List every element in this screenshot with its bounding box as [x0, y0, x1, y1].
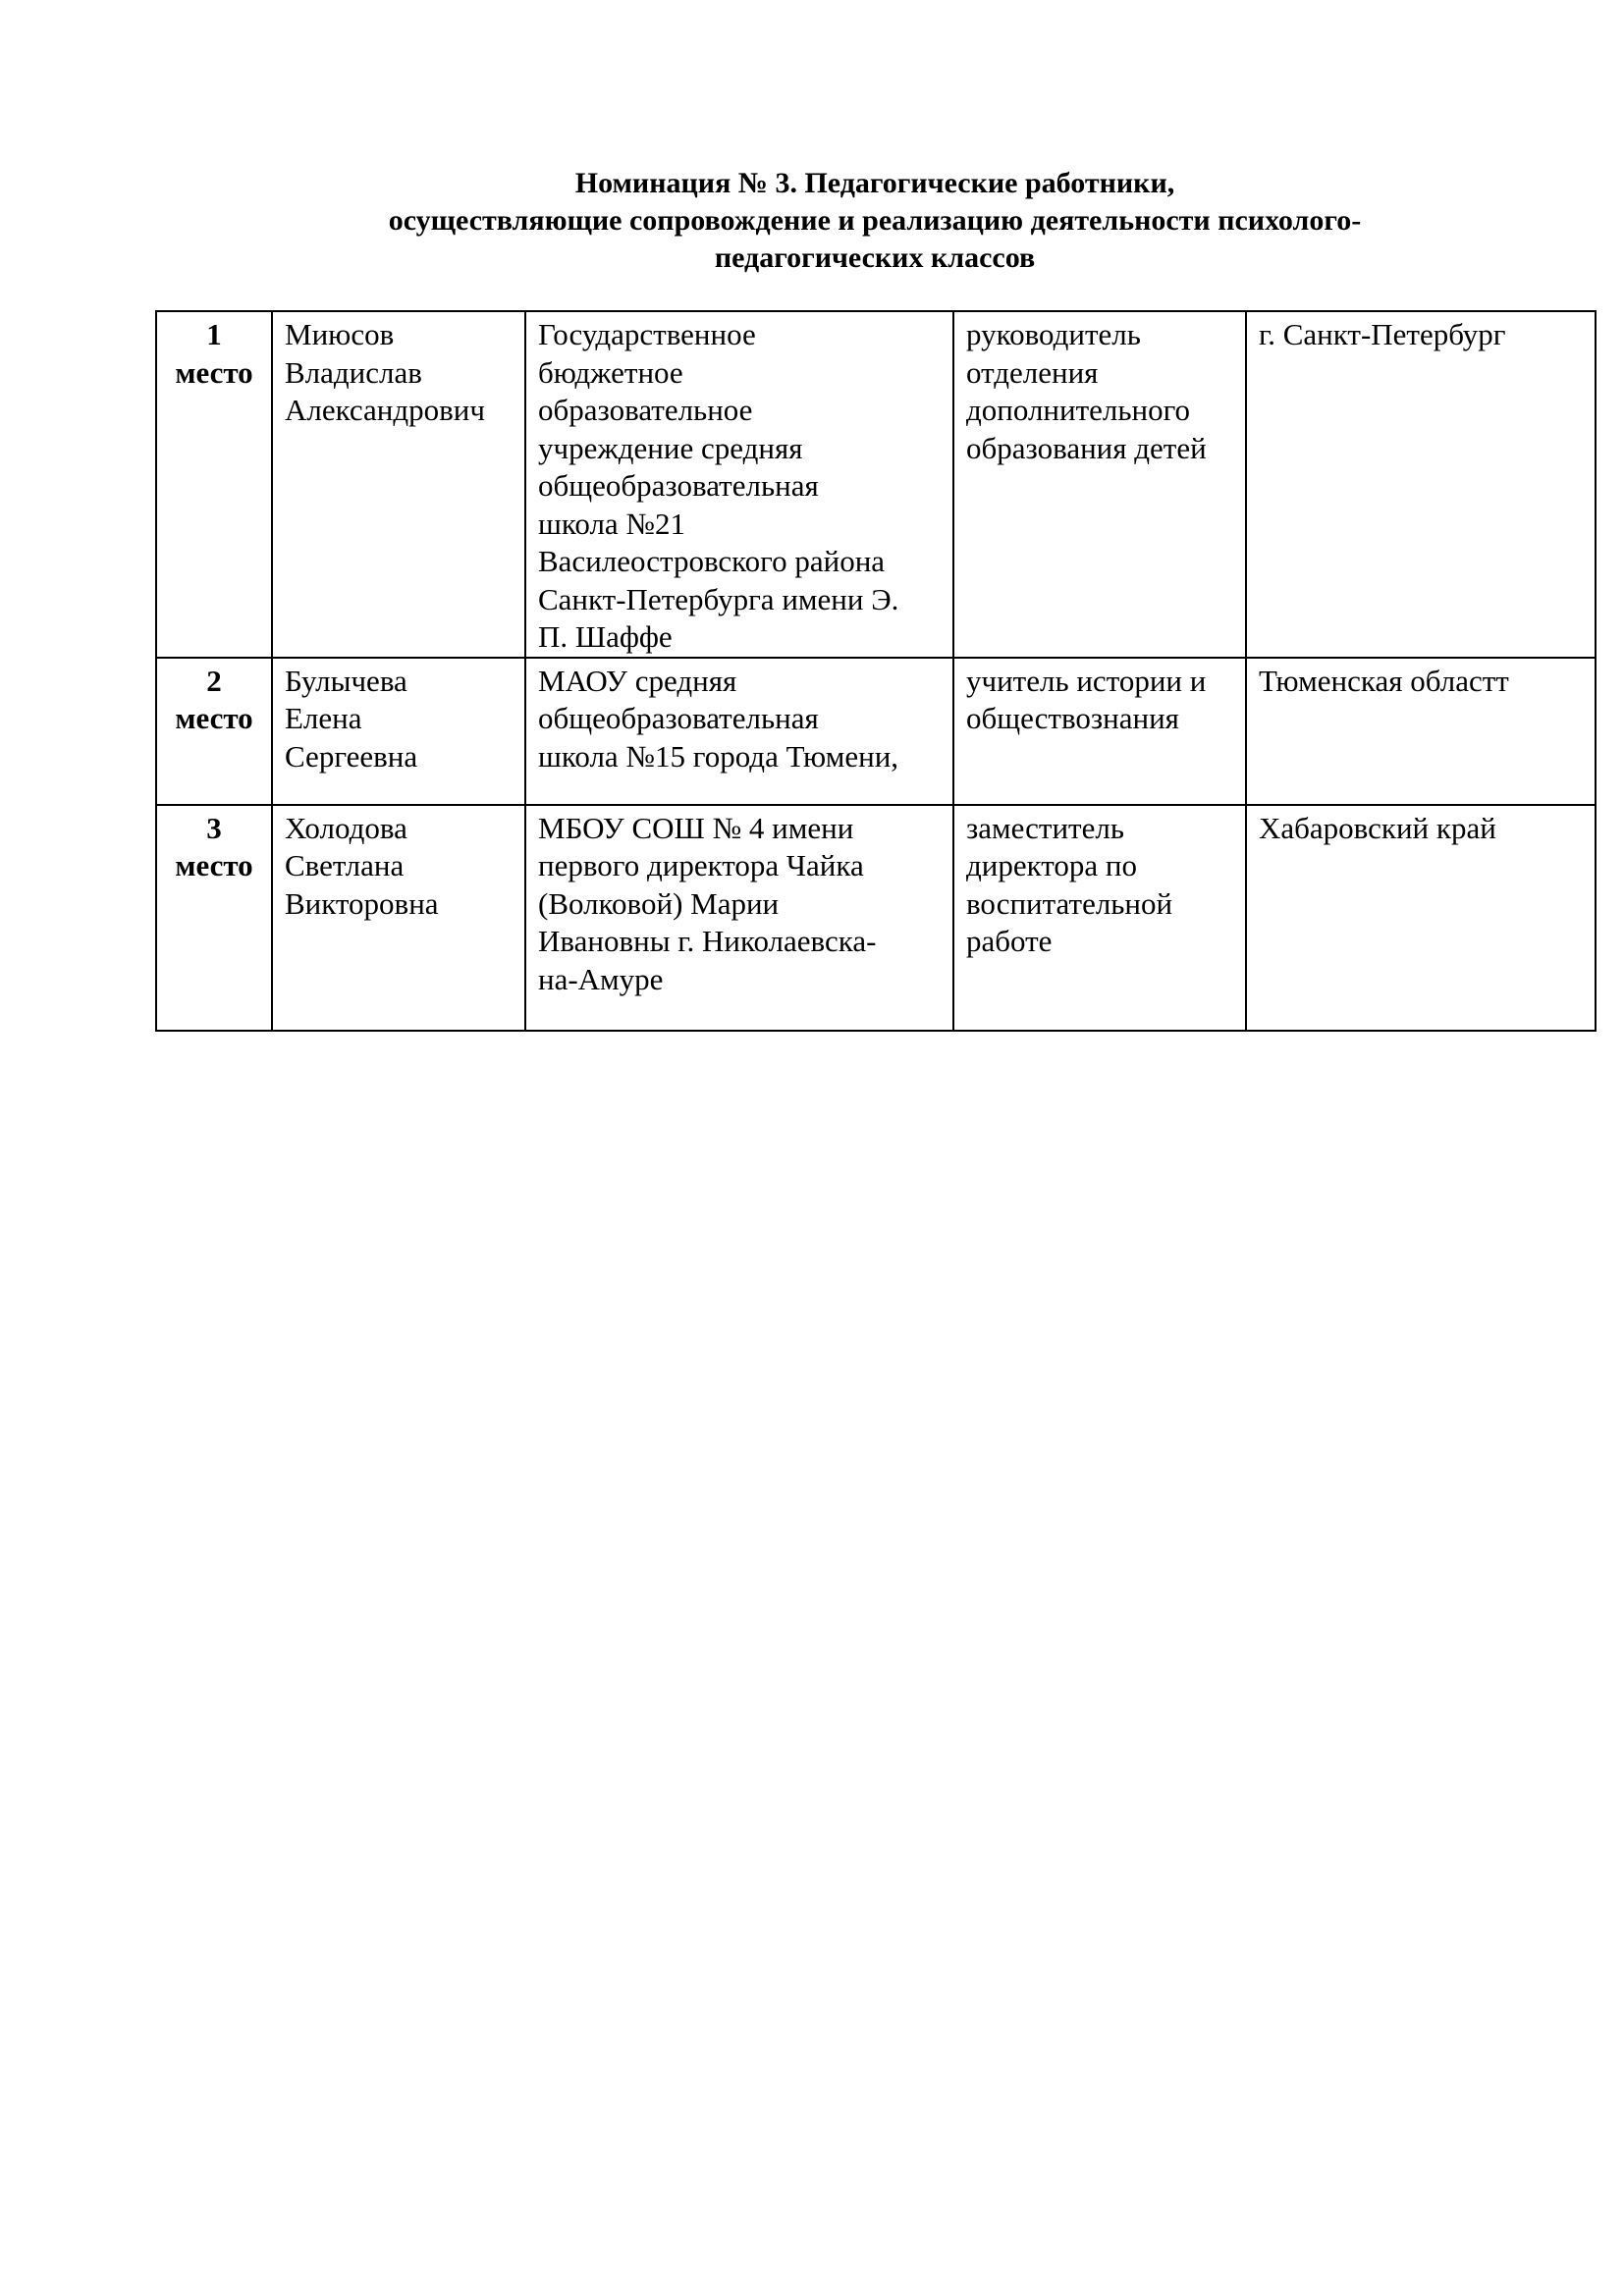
- table-row: [156, 658, 1596, 805]
- organization-cell: МБОУ СОШ № 4 имени первого директора Чайка (Волковой) Марии Ивановны г. Николаевска- на-Амуре: [525, 805, 953, 1031]
- heading-line-3: педагогических классов: [714, 241, 1036, 274]
- place-cell: [156, 311, 272, 658]
- name-cell: Миюсов Владислав Александрович: [272, 311, 525, 658]
- organization-cell: МАОУ средняя общеобразовательная школа №15 города Тюмени,: [525, 658, 953, 805]
- table-row: [156, 311, 1596, 658]
- heading-line-1: Номинация № 3. Педагогические работники,: [574, 167, 1175, 199]
- table-row: [156, 805, 1596, 1031]
- place-word: место: [175, 701, 253, 735]
- position-cell: руководитель отделения дополнительного образования детей: [953, 311, 1246, 658]
- region-cell: г. Санкт-Петербург: [1246, 311, 1596, 658]
- winners-table: [155, 310, 1597, 1032]
- name-cell: Булычева Елена Сергеевна: [272, 658, 525, 805]
- place-number: 3: [206, 810, 222, 845]
- name-cell: Холодова Светлана Викторовна: [272, 805, 525, 1031]
- heading-line-2: осуществляющие сопровождение и реализацию деятельности психолого-: [388, 204, 1362, 237]
- position-cell: учитель истории и обществознания: [953, 658, 1246, 805]
- place-cell: [156, 658, 272, 805]
- organization-cell: Государственное бюджетное образовательное учреждение средняя общеобразовательная школа №21 Василеостровского района Санкт-Петербурга имени Э. П. Шаффе: [525, 311, 953, 658]
- region-cell: Хабаровский край: [1246, 805, 1596, 1031]
- place-number: 2: [206, 663, 222, 698]
- position-cell: заместитель директора по воспитательной работе: [953, 805, 1246, 1031]
- nomination-heading: [157, 165, 1593, 277]
- place-cell: [156, 805, 272, 1031]
- place-word: место: [175, 354, 253, 390]
- place-word: место: [175, 848, 253, 882]
- region-cell: Тюменская областт: [1246, 658, 1596, 805]
- place-number: 1: [206, 317, 222, 351]
